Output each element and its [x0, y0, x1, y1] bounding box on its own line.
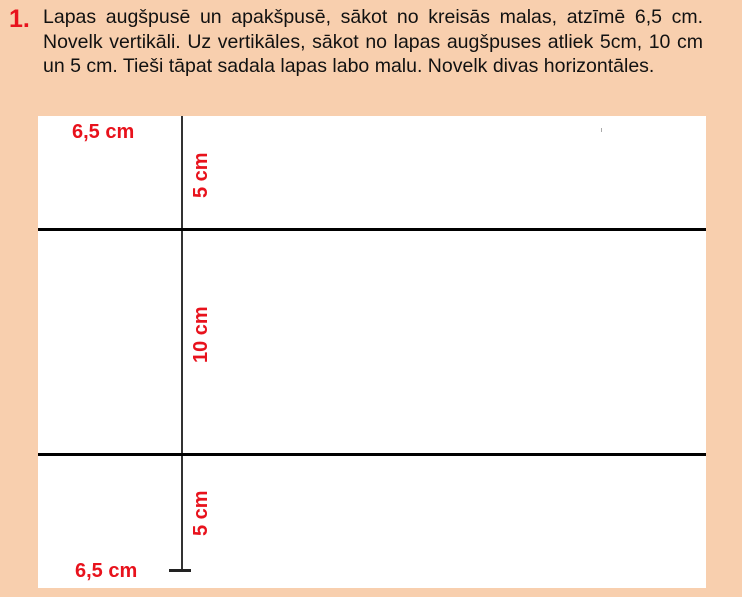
- segment-label-middle: 10 cm: [190, 306, 212, 363]
- task-instruction-text: Lapas augšpusē un apakšpusē, sākot no kreisās malas, atzīmē 6,5 cm. Novelk vertikāli. Uz vertikāles, sākot no lapas augšpuses atliek 5cm, 10 cm un 5 cm. Tieši tāpat sadala lapas labo malu. Novelk divas horizontāles.: [43, 6, 703, 77]
- bottom-tick-mark: [169, 569, 191, 572]
- vertical-line: [181, 116, 183, 572]
- horizontal-line-top: [38, 228, 706, 231]
- bottom-distance-label: 6,5 cm: [75, 560, 138, 582]
- horizontal-line-bottom: [38, 453, 706, 456]
- paper-sheet: [38, 116, 706, 588]
- segment-label-bottom: 5 cm: [190, 490, 212, 536]
- top-distance-label: 6,5 cm: [72, 121, 135, 143]
- task-number: 1.: [9, 5, 30, 33]
- faint-pencil-mark: [601, 128, 602, 132]
- segment-label-top: 5 cm: [190, 152, 212, 198]
